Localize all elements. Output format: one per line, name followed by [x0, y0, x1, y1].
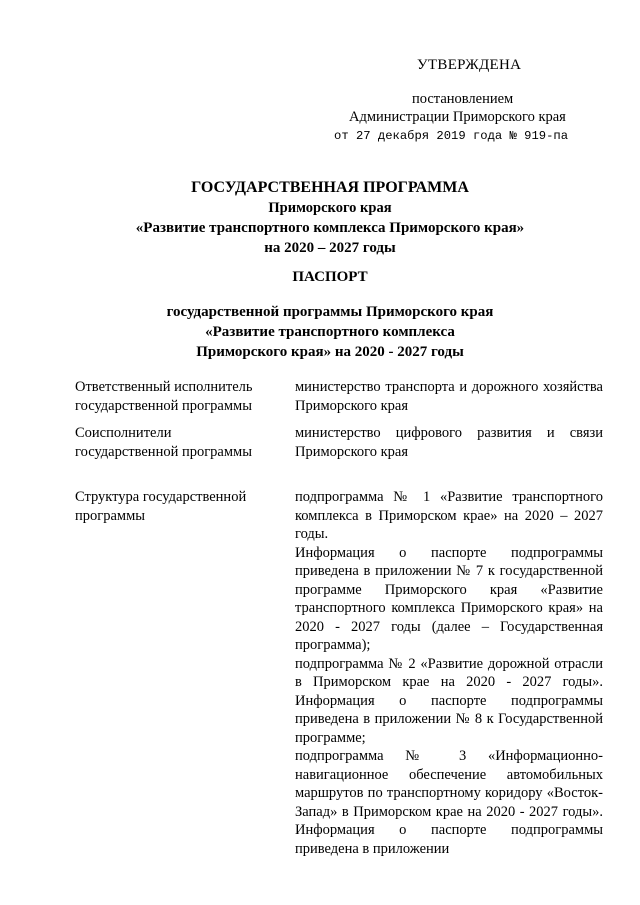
row-label: Соисполнители государственной программы	[75, 425, 252, 460]
row-value	[295, 488, 603, 858]
approved-label: УТВЕРЖДЕНА	[417, 57, 522, 73]
title-line-1: ГОСУДАРСТВЕННАЯ ПРОГРАММА	[191, 179, 469, 196]
passport-subtitle	[60, 302, 600, 362]
approval-date: от 27 декабря 2019 года № 919-па	[334, 129, 569, 143]
title-line-2: Приморского края	[268, 200, 392, 216]
row-value	[295, 378, 603, 415]
row-value-paragraph: подпрограмма № 3 «Информационно-навигационное обеспечение автомобильных маршрутов по транспортному коридору «Восток-Запад» в Приморском крае на 2020 - 2027 годы». Информация о паспорте подпрограммы приведена в приложении	[295, 748, 603, 857]
approval-line-2: Администрации Приморского края	[349, 109, 566, 125]
passport-subtitle-line-3: Приморского края» на 2020 - 2027 годы	[196, 344, 464, 360]
row-value-paragraph: министерство транспорта и дорожного хозяйства Приморского края	[295, 379, 603, 414]
row-value-paragraph: подпрограмма № 1 «Развитие транспортного комплекса в Приморском крае» на 2020 – 2027 годы.	[295, 489, 603, 542]
passport-subtitle-line-2: «Развитие транспортного комплекса	[205, 324, 455, 340]
row-value-paragraph: подпрограмма № 2 «Развитие дорожной отрасли в Приморском крае на 2020 - 2027 годы». Информация о паспорте подпрограммы приведена в приложении № 8 к Государственной программе;	[295, 655, 603, 746]
passport-heading: ПАСПОРТ	[292, 269, 368, 285]
approval-line-1: постановлением	[412, 91, 514, 107]
row-label: Структура государственной программы	[75, 489, 247, 524]
title-line-3: «Развитие транспортного комплекса Приморского края»	[135, 220, 525, 236]
row-label: Ответственный исполнитель государственной программы	[75, 379, 253, 414]
program-title	[60, 178, 600, 258]
title-line-4: на 2020 – 2027 годы	[264, 240, 396, 256]
row-value-paragraph: Информация о паспорте подпрограммы приведена в приложении № 7 к государственной программе Приморского края «Развитие транспортного комплекса Приморского края» на 2020 - 2027 годы (далее – Государственная программа);	[295, 544, 603, 653]
row-value	[295, 424, 603, 461]
passport-subtitle-line-1: государственной программы Приморского края	[166, 304, 494, 320]
approval-stamp	[300, 56, 600, 145]
row-value-paragraph: министерство цифрового развития и связи Приморского края	[295, 425, 603, 460]
